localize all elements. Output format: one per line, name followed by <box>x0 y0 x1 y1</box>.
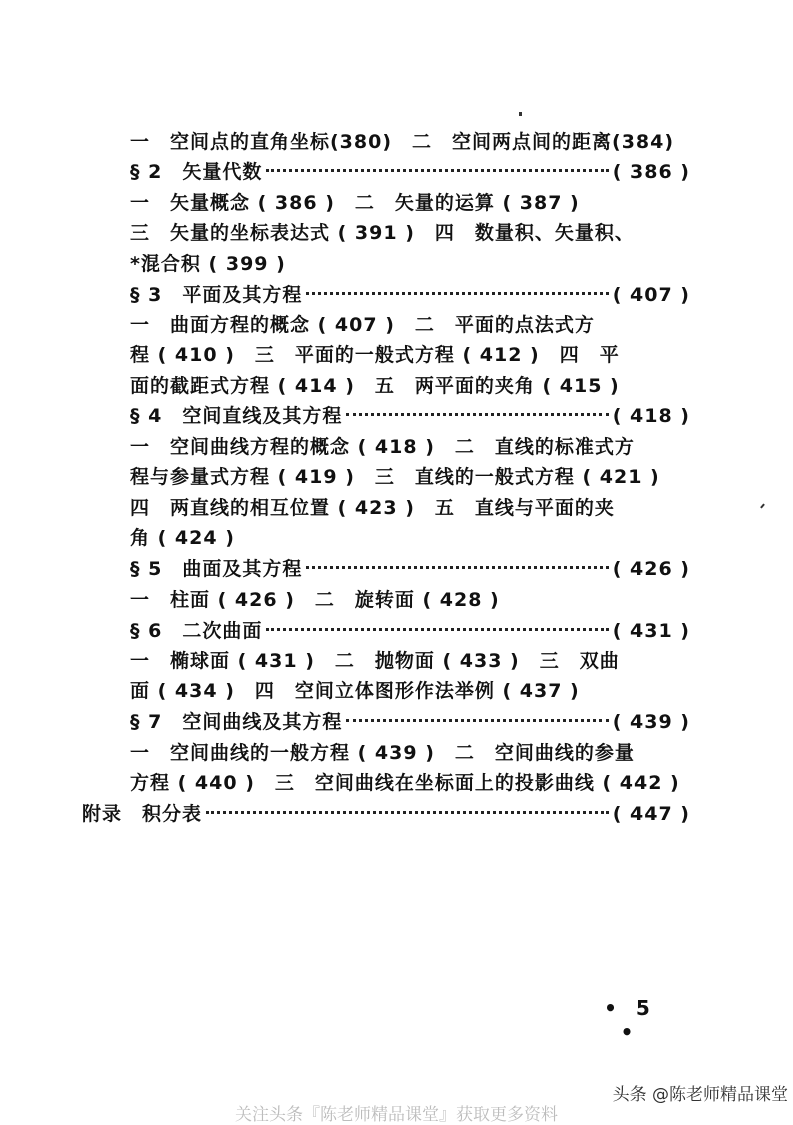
toc-line: 一 曲面方程的概念 ( 407 ) 二 平面的点法式方 <box>130 314 595 336</box>
dot-leader <box>306 291 608 295</box>
toc-entry-section-5 <box>130 555 690 583</box>
dot-leader <box>306 565 608 569</box>
toc-entry-section-3 <box>130 281 690 309</box>
entry-title: § 2 矢量代数 <box>130 161 263 183</box>
entry-title: § 5 曲面及其方程 <box>130 558 303 580</box>
toc-line: 一 空间曲线方程的概念 ( 418 ) 二 直线的标准式方 <box>130 436 635 458</box>
scan-speck <box>519 112 522 116</box>
dot-leader <box>206 810 609 814</box>
entry-page: ( 447 ) <box>612 803 690 825</box>
toc-line: 一 柱面 ( 426 ) 二 旋转面 ( 428 ) <box>130 589 500 611</box>
entry-page: ( 407 ) <box>612 284 690 306</box>
dot-leader <box>346 412 608 416</box>
toc-line: 一 矢量概念 ( 386 ) 二 矢量的运算 ( 387 ) <box>130 192 580 214</box>
toc-entry-section-2 <box>130 158 690 186</box>
toc-line: 面 ( 434 ) 四 空间立体图形作法举例 ( 437 ) <box>130 680 580 702</box>
entry-page: ( 386 ) <box>612 161 690 183</box>
toc-entry-appendix <box>82 800 690 828</box>
toc-line: 角 ( 424 ) <box>130 527 235 549</box>
toc-line: 三 矢量的坐标表达式 ( 391 ) 四 数量积、矢量积、 <box>130 222 635 244</box>
toc-line: 程 ( 410 ) 三 平面的一般式方程 ( 412 ) 四 平 <box>130 344 620 366</box>
entry-page: ( 431 ) <box>612 620 690 642</box>
dot-leader <box>266 627 608 631</box>
toc-entry-section-7 <box>130 708 690 736</box>
toc-entry-section-6 <box>130 617 690 645</box>
toc-line: 一 椭球面 ( 431 ) 二 抛物面 ( 433 ) 三 双曲 <box>130 650 620 672</box>
toc-line: 方程 ( 440 ) 三 空间曲线在坐标面上的投影曲线 ( 442 ) <box>130 772 680 794</box>
dot-leader <box>266 168 608 172</box>
entry-title: § 7 空间曲线及其方程 <box>130 711 343 733</box>
toc-entry-section-4 <box>130 402 690 430</box>
entry-page: ( 426 ) <box>612 558 690 580</box>
entry-title: § 3 平面及其方程 <box>130 284 303 306</box>
watermark-footer: 关注头条『陈老师精品课堂』获取更多资料 <box>235 1105 558 1125</box>
entry-title: § 6 二次曲面 <box>130 620 263 642</box>
scan-speck <box>760 503 765 508</box>
toc-line: 四 两直线的相互位置 ( 423 ) 五 直线与平面的夹 <box>130 497 615 519</box>
toc-line: 一 空间曲线的一般方程 ( 439 ) 二 空间曲线的参量 <box>130 742 635 764</box>
dot-leader <box>346 718 608 722</box>
page-number: • 5 • <box>604 996 656 1044</box>
entry-page: ( 439 ) <box>612 711 690 733</box>
entry-page: ( 418 ) <box>612 405 690 427</box>
toc-line: 面的截距式方程 ( 414 ) 五 两平面的夹角 ( 415 ) <box>130 375 620 397</box>
toc-line: 程与参量式方程 ( 419 ) 三 直线的一般式方程 ( 421 ) <box>130 466 660 488</box>
watermark-source: 头条 @陈老师精品课堂 <box>612 1085 788 1105</box>
toc-line: 一 空间点的直角坐标(380) 二 空间两点间的距离(384) <box>130 131 675 153</box>
entry-title: 附录 积分表 <box>82 803 203 825</box>
toc-line: *混合积 ( 399 ) <box>130 253 286 275</box>
entry-title: § 4 空间直线及其方程 <box>130 405 343 427</box>
